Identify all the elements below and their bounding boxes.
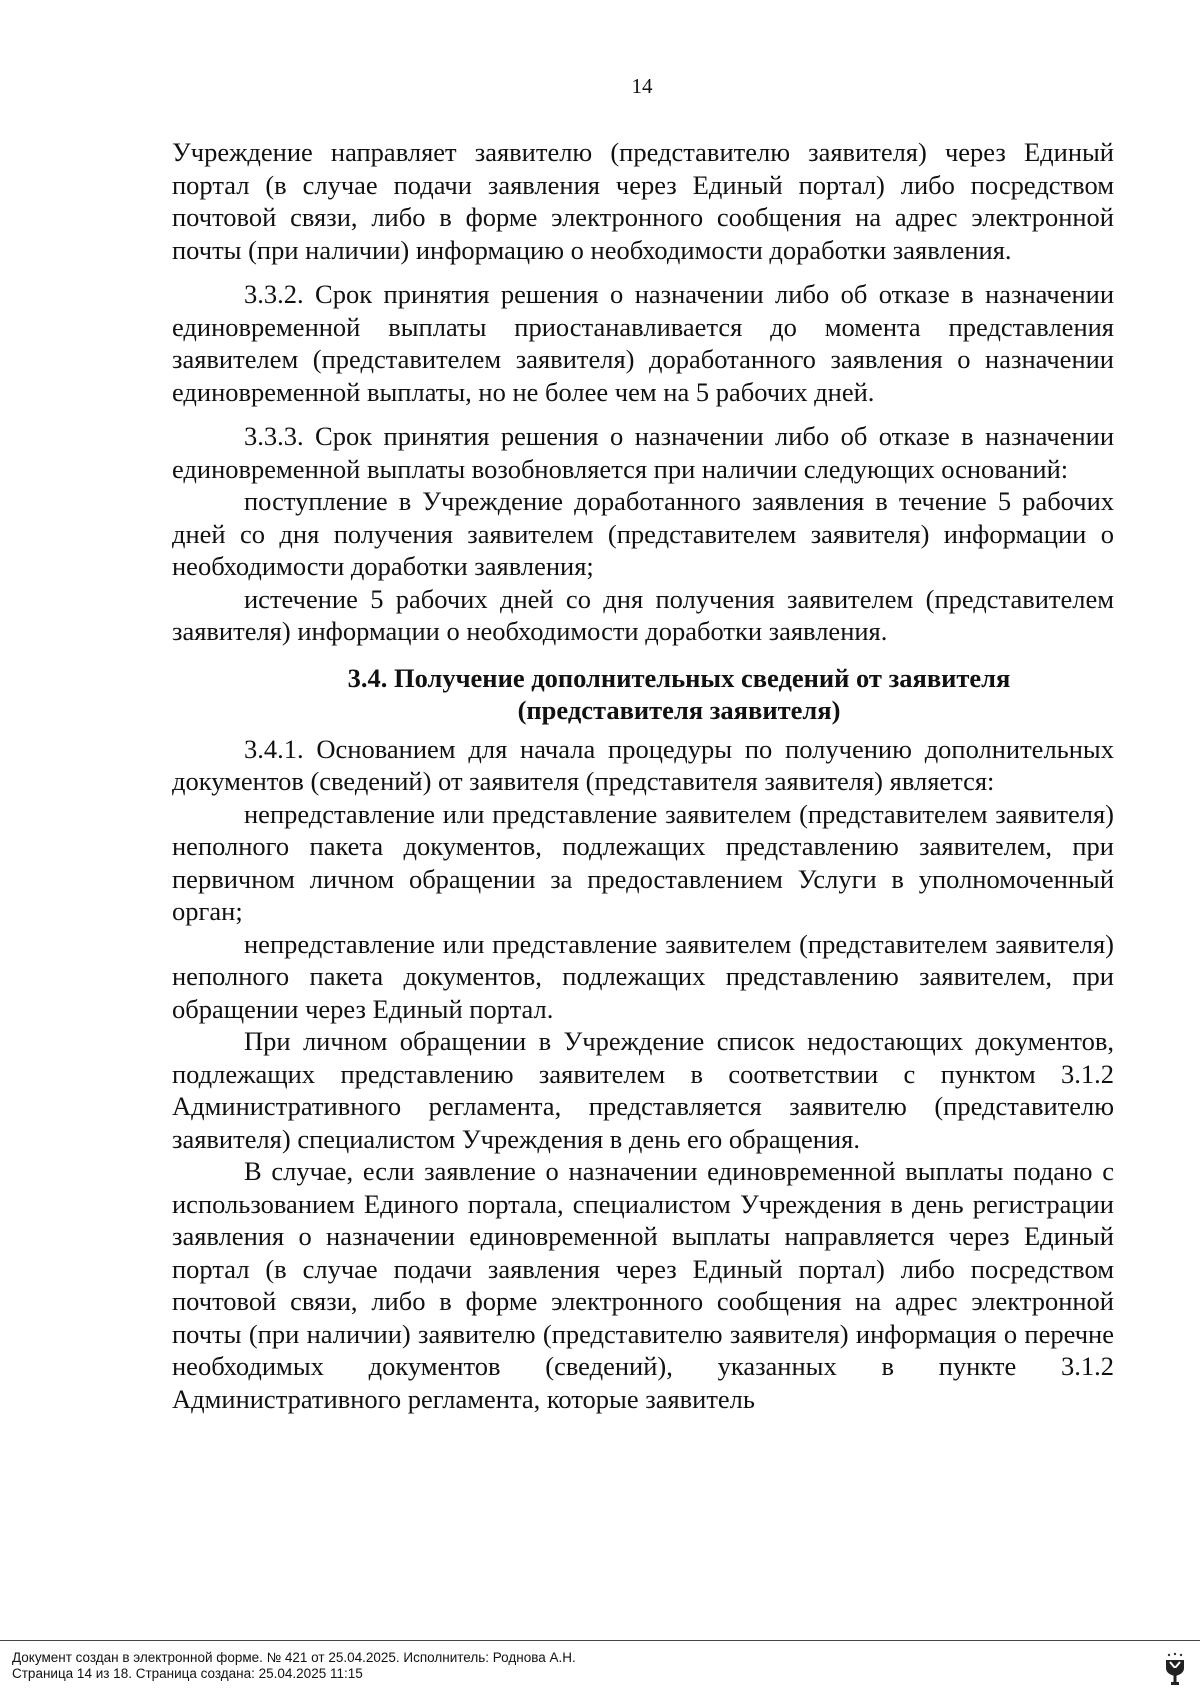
list-item-basis-1: непредставление или представление заявителем (представителем заявителя) неполного пакета документов, подлежащих представлению заявителем, при первичном личном обращении за предоставлением Услуги в уполномоченный орган;	[172, 798, 1114, 926]
list-item-ground-2: истечение 5 рабочих дней со дня получения заявителем (представителем заявителя) информации о необходимости доработки заявления.	[172, 583, 1114, 646]
paragraph: Учреждение направляет заявителю (представителю заявителя) через Единый портал (в случае подачи заявления через Единый портал) либо посредством почтовой связи, либо в форме электронного сообщения на адрес электронной почты (при наличии) информацию о необходимости доработки заявления.	[172, 137, 1114, 265]
list-item-basis-2: непредставление или представление заявителем (представителем заявителя) неполного пакета документов, подлежащих представлению заявителем, при обращении через Единый портал.	[172, 928, 1114, 1024]
document-body	[172, 136, 1114, 1415]
footer-text	[12, 1650, 576, 1682]
footer-line-1: Документ создан в электронной форме. № 421 от 25.04.2025. Исполнитель: Роднова А.Н.	[12, 1650, 576, 1665]
footer-divider	[0, 1640, 1200, 1641]
page-number: 14	[631, 74, 653, 98]
city-emblem-icon	[1164, 1652, 1186, 1686]
footer-line-2: Страница 14 из 18. Страница создана: 25.04.2025 11:15	[12, 1666, 363, 1681]
section-heading-line-2: (представителя заявителя)	[517, 695, 841, 725]
section-heading-line-1: 3.4. Получение дополнительных сведений от заявителя	[347, 662, 1011, 693]
paragraph-3-3-2: 3.3.2. Срок принятия решения о назначении либо об отказе в назначении единовременной выплаты приостанавливается до момента представления заявителем (представителем заявителя) доработанного заявления о назначении единовременной выплаты, но не более чем на 5 рабочих дней.	[172, 279, 1114, 407]
paragraph: В случае, если заявление о назначении единовременной выплаты подано с использованием Единого портала, специалистом Учреждения в день регистрации заявления о назначении единовременной выплаты направляется через Единый портал (в случае подачи заявления через Единый портал) либо посредством почтовой связи, либо в форме электронного сообщения на адрес электронной почты (при наличии) заявителю (представителю заявителя) информация о перечне необходимых документов (сведений), указанных в пункте 3.1.2 Административного регламента, которые заявитель	[172, 1156, 1114, 1414]
paragraph: При личном обращении в Учреждение список недостающих документов, подлежащих представлению заявителем в соответствии с пунктом 3.1.2 Административного регламента, представляется заявителю (представителю заявителя) специалистом Учреждения в день его обращения.	[172, 1026, 1114, 1154]
section-heading-3-4	[172, 662, 1114, 727]
document-footer	[0, 1640, 1200, 1698]
list-item-ground-1: поступление в Учреждение доработанного заявления в течение 5 рабочих дней со дня получения заявителем (представителем заявителя) информации о необходимости доработки заявления;	[172, 486, 1114, 581]
paragraph-3-3-3: 3.3.3. Срок принятия решения о назначении либо об отказе в назначении единовременной выплаты возобновляется при наличии следующих оснований:	[172, 421, 1114, 484]
paragraph-3-4-1: 3.4.1. Основанием для начала процедуры по получению дополнительных документов (сведений) от заявителя (представителя заявителя) является:	[172, 733, 1114, 796]
